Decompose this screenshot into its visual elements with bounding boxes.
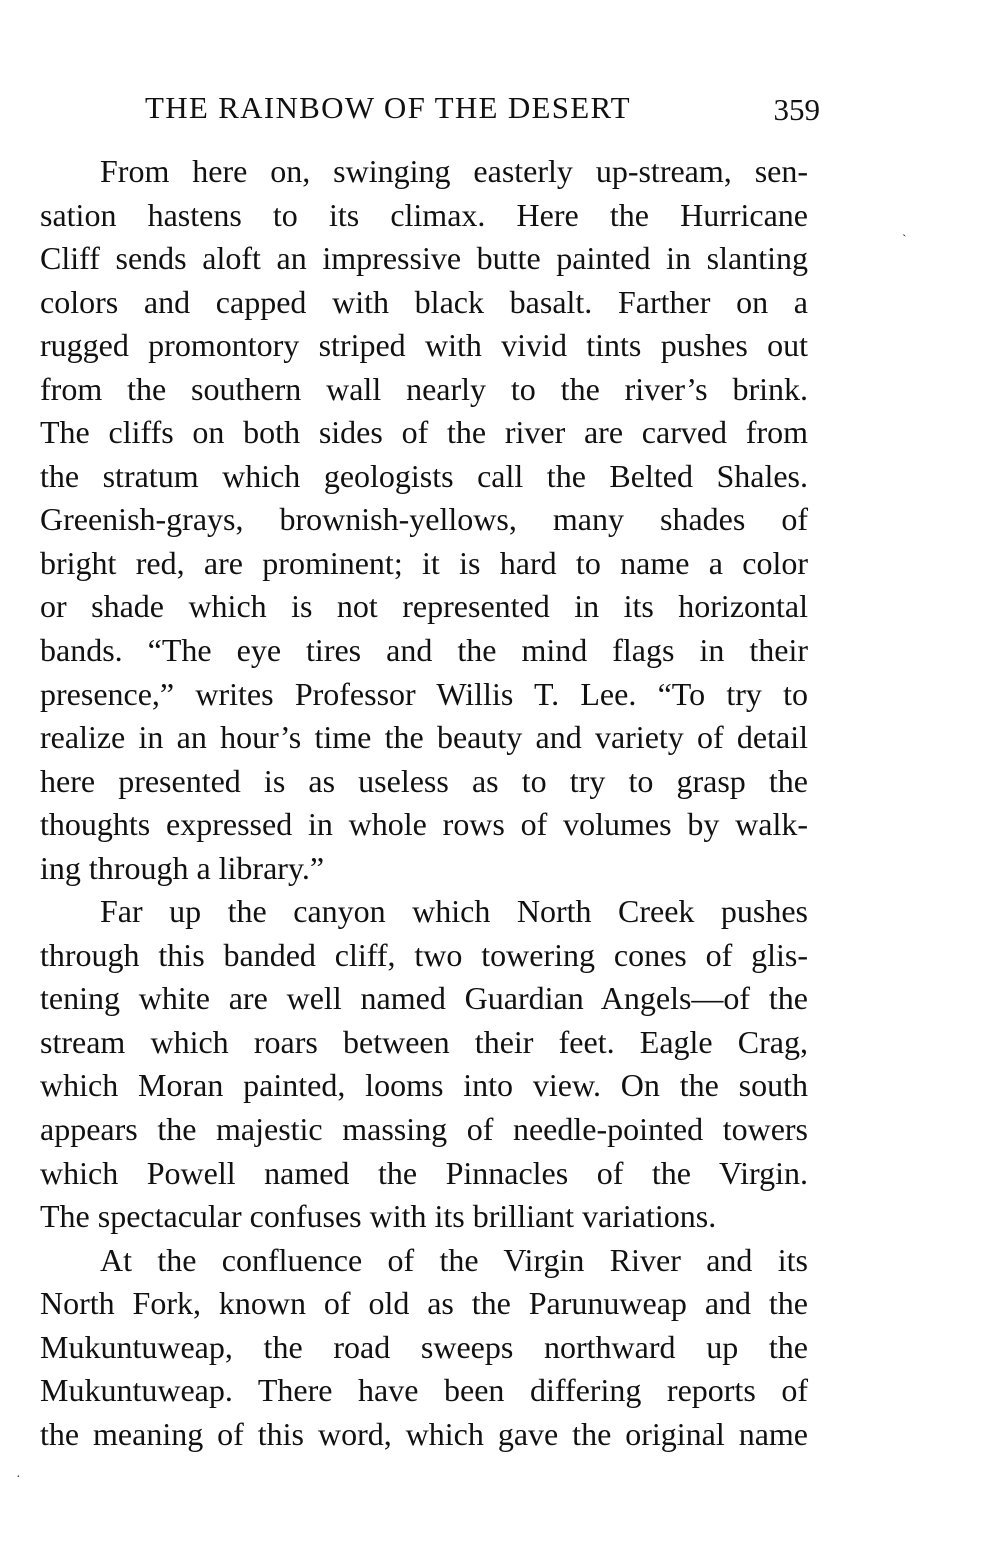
text-line: Mukuntuweap. There have been differing reports of xyxy=(40,1372,808,1409)
stray-ink-mark: ˋ xyxy=(902,233,907,248)
text-line: At the confluence of the Virgin River and its xyxy=(100,1241,808,1278)
text-line: here presented is as useless as to try to grasp the xyxy=(40,762,808,799)
text-line: Greenish-grays, brownish-yellows, many shades of xyxy=(40,501,808,538)
text-line: ing through a library.” xyxy=(40,849,325,886)
running-title: THE RAINBOW OF THE DESERT xyxy=(145,90,631,125)
text-line: colors and capped with black basalt. Farther on a xyxy=(40,283,808,320)
text-line: From here on, swinging easterly up-stream, sen- xyxy=(100,153,808,189)
text-line: thoughts expressed in whole rows of volumes by walk- xyxy=(40,806,808,843)
text-line: bright red, are prominent; it is hard to name a color xyxy=(40,544,808,581)
text-line: sation hastens to its climax. Here the Hurricane xyxy=(40,196,808,233)
text-line: the meaning of this word, which gave the original name xyxy=(40,1415,808,1452)
text-line: Cliff sends aloft an impressive butte painted in slanting xyxy=(40,240,808,277)
running-head xyxy=(140,90,820,130)
text-line: The spectacular confuses with its brilliant variations. xyxy=(40,1198,717,1235)
text-line: Far up the canyon which North Creek pushes xyxy=(100,893,808,930)
page-number: 359 xyxy=(773,92,820,127)
text-line: the stratum which geologists call the Belted Shales. xyxy=(40,457,808,494)
text-line: North Fork, known of old as the Parunuweap and the xyxy=(40,1285,808,1322)
text-line: from the southern wall nearly to the river’s brink. xyxy=(40,370,808,407)
text-line: or shade which is not represented in its horizontal xyxy=(40,588,808,625)
text-line: tening white are well named Guardian Angels—of the xyxy=(40,980,808,1017)
text-line: which Powell named the Pinnacles of the Virgin. xyxy=(40,1154,808,1191)
text-line: The cliffs on both sides of the river are carved from xyxy=(40,414,808,451)
text-line: which Moran painted, looms into view. On the south xyxy=(40,1067,808,1104)
text-line: appears the majestic massing of needle-pointed towers xyxy=(40,1111,808,1148)
text-line: stream which roars between their feet. Eagle Crag, xyxy=(40,1023,808,1060)
text-line: rugged promontory striped with vivid tints pushes out xyxy=(40,327,808,364)
text-line: presence,” writes Professor Willis T. Lee. “To try to xyxy=(40,675,808,712)
text-line: realize in an hour’s time the beauty and variety of detail xyxy=(40,719,808,756)
text-line: through this banded cliff, two towering cones of glis- xyxy=(40,936,808,973)
body-text xyxy=(40,150,808,1456)
text-line: bands. “The eye tires and the mind flags in their xyxy=(40,632,808,669)
stray-ink-dot: · xyxy=(16,1470,21,1485)
text-line: Mukuntuweap, the road sweeps northward up the xyxy=(40,1328,808,1365)
